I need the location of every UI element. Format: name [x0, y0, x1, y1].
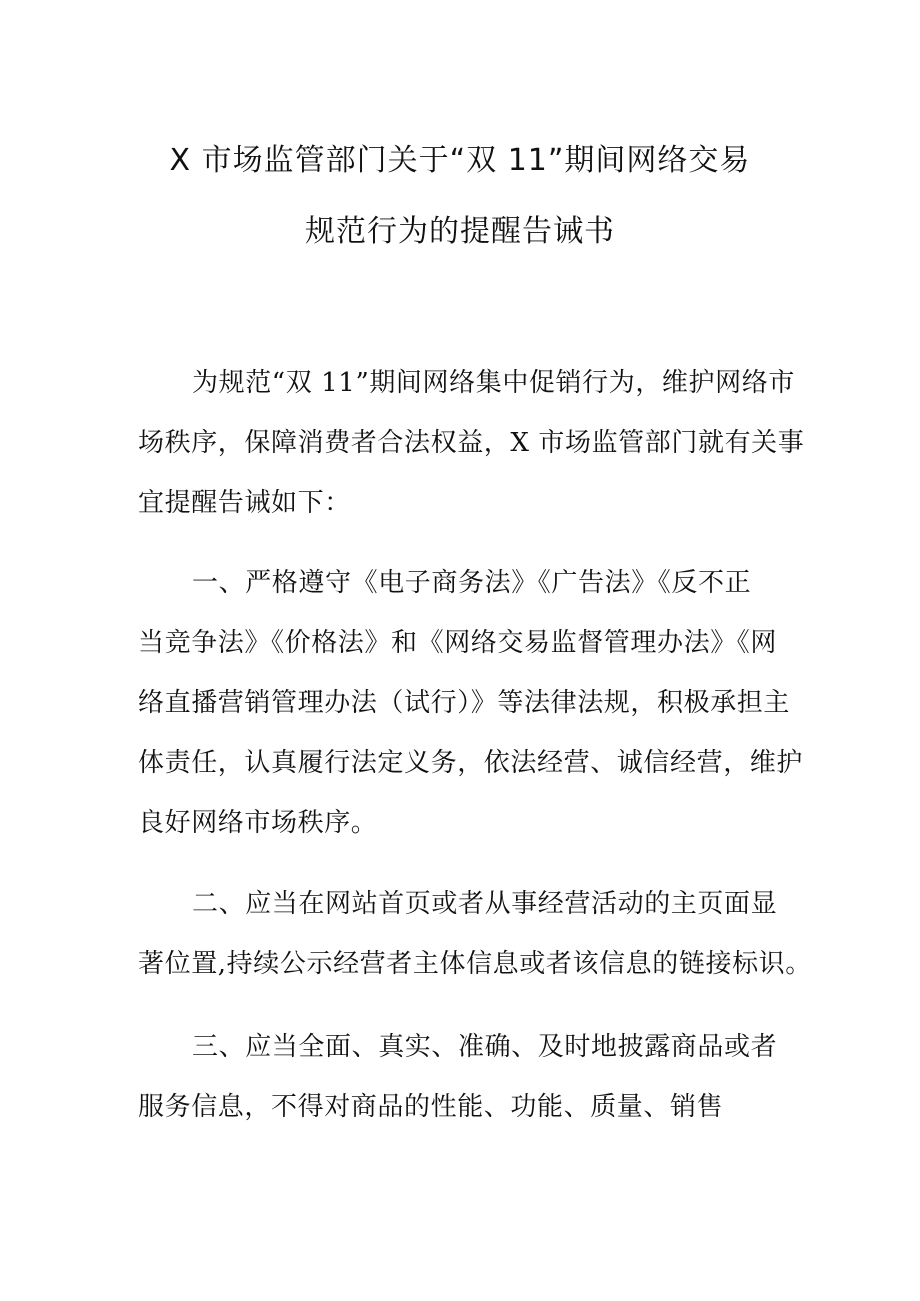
paragraph-2-line-4: 体责任，认真履行法定义务，依法经营、诚信经营，维护: [138, 748, 804, 778]
paragraph-4-line-1: 三、应当全面、真实、准确、及时地披露商品或者: [192, 1032, 778, 1062]
paragraph-4-line-2: 服务信息，不得对商品的性能、功能、质量、销售: [138, 1092, 724, 1122]
paragraph-1-line-2: 场秩序，保障消费者合法权益，X 市场监管部门就有关事: [138, 428, 805, 458]
paragraph-2-line-3: 络直播营销管理办法（试行）》等法律法规，积极承担主: [138, 688, 791, 718]
paragraph-2-line-5: 良好网络市场秩序。: [138, 808, 378, 838]
paragraph-1-line-3: 宜提醒告诫如下：: [138, 488, 351, 518]
paragraph-3-line-1: 二、应当在网站首页或者从事经营活动的主页面显: [192, 889, 778, 919]
paragraph-2-line-1: 一、严格遵守《电子商务法》《广告法》《反不正: [192, 568, 752, 598]
document-title-line-2: 规范行为的提醒告诫书: [305, 214, 615, 249]
paragraph-1-line-1: 为规范“双 11”期间网络集中促销行为，维护网络市: [192, 368, 795, 398]
document-title-line-1: X 市场监管部门关于“双 11”期间网络交易: [169, 143, 751, 178]
paragraph-3-line-2: 著位置,持续公示经营者主体信息或者该信息的链接标识。: [138, 949, 812, 979]
paragraph-2-line-2: 当竞争法》《价格法》和《网络交易监督管理办法》《网: [138, 628, 778, 658]
